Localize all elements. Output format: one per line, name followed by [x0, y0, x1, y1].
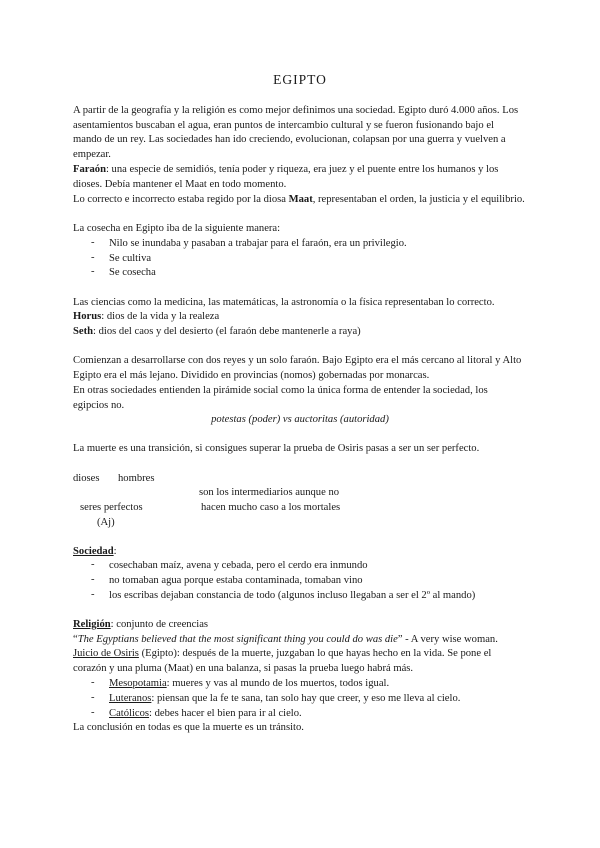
list-item: no tomaban agua porque estaba contaminada, tomaban vino	[109, 575, 363, 586]
quote-close: ” - A very wise woman.	[397, 634, 498, 645]
horus-text: : dios de la vida y la realeza	[101, 311, 220, 322]
cosecha-intro: La cosecha en Egipto iba de la siguiente manera:	[73, 223, 281, 234]
maat-paragraph	[73, 193, 525, 208]
bullet-dash: -	[91, 574, 95, 585]
maat-post: , representaban el orden, la justicia y el equilibrio.	[312, 194, 525, 205]
mesopotamia-text: : mueres y vas al mundo de los muertos, todos igual.	[166, 678, 390, 689]
diagram-aj: (Aj)	[97, 517, 115, 528]
farao-paragraph	[73, 163, 525, 192]
farao-text: : una especie de semidiós, tenía poder y riqueza, era juez y el puente entre los humanos y los dioses. Debía mantener el Maat en todo momento.	[73, 164, 499, 190]
diagram-hombres: hombres	[118, 473, 155, 484]
sociedad-colon: :	[113, 546, 117, 557]
list-item: Nilo se inundaba y pasaban a trabajar para el faraón, era un privilegio.	[109, 238, 407, 249]
juicio-label: Juicio de Osiris	[73, 648, 139, 659]
diagram-dioses: dioses	[73, 473, 100, 484]
religion-text: : conjunto de creencias	[110, 619, 209, 630]
luteranos-text: : piensan que la fe te sana, tan solo hay que creer, y eso me lleva al cielo.	[151, 693, 461, 704]
farao-label: Faraón	[73, 164, 106, 175]
muerte-line: La muerte es una transición, si consigues superar la prueba de Osiris pasas a ser un ser perfecto.	[73, 443, 480, 454]
diagram-seres: seres perfectos	[80, 502, 143, 513]
piramide-paragraph: En otras sociedades entienden la pirámide social como la única forma de entender la sociedad, los egipcios no.	[73, 385, 488, 411]
bullet-dash: -	[91, 252, 95, 263]
list-item	[109, 677, 389, 692]
reyes-paragraph: Comienzan a desarrollarse con dos reyes y un solo faraón. Bajo Egipto era el más cercano al litoral y Alto Egipto era el más lejano. Dividido en provincias (nomos) gobernadas por monarcas.	[73, 355, 522, 381]
bullet-dash: -	[91, 589, 95, 600]
list-item: Se cosecha	[109, 267, 156, 278]
seth-line	[73, 325, 525, 340]
luteranos-label: Luteranos	[109, 693, 152, 704]
horus-line	[73, 310, 525, 325]
catolicos-text: : debes hacer el bien para ir al cielo.	[149, 708, 302, 719]
religion-heading	[73, 618, 525, 633]
ciencias-line: Las ciencias como la medicina, las matemáticas, la astronomía o la física representaban lo correcto.	[73, 297, 495, 308]
conclusion-line: La conclusión en todas es que la muerte es un tránsito.	[73, 722, 304, 733]
diagram-intermediarios-2: hacen mucho caso a los mortales	[201, 502, 341, 513]
bullet-dash: -	[91, 559, 95, 570]
bullet-dash: -	[91, 266, 95, 277]
seth-label: Seth	[73, 326, 94, 337]
page-title: EGIPTO	[273, 72, 327, 87]
quote-text: The Egyptians believed that the most significant thing you could do was die	[77, 634, 398, 645]
bullet-dash: -	[91, 237, 95, 248]
maat-pre: Lo correcto e incorrecto estaba regido por la diosa	[73, 194, 289, 205]
religion-label: Religión	[73, 619, 111, 630]
list-item: los escribas dejaban constancia de todo (algunos incluso llegaban a ser el 2º al mando)	[109, 590, 476, 601]
bullet-dash: -	[91, 707, 95, 718]
potestas-line: potestas (poder) vs auctoritas (autoridad)	[211, 414, 389, 425]
juicio-text: (Egipto): después de la muerte, juzgaban lo que hayas hecho en la vida. Se pone el corazón y una pluma (Maat) en una balanza, si pasas la prueba luego habrá más.	[73, 648, 492, 674]
seth-text: : dios del caos y del desierto (el faraón debe mantenerle a raya)	[93, 326, 361, 337]
quote-open: “	[73, 634, 78, 645]
intro-paragraph: A partir de la geografía y la religión es como mejor definimos una sociedad. Egipto duró 4.000 años. Los asentamientos buscaban el agua, eran puntos de intercambio cultural y se fueron fusionando bajo el mando de un rey. Las sociedades han ido creciendo, evolucionan, colapsan por una guerra y vuelven a empezar.	[73, 105, 519, 161]
bullet-dash: -	[91, 677, 95, 688]
list-item	[109, 707, 302, 722]
sociedad-heading	[73, 545, 525, 560]
list-item	[109, 692, 460, 707]
catolicos-label: Católicos	[109, 708, 150, 719]
list-item: cosechaban maíz, avena y cebada, pero el cerdo era inmundo	[109, 560, 368, 571]
quote-line	[73, 633, 533, 648]
list-item: Se cultiva	[109, 253, 152, 264]
bullet-dash: -	[91, 692, 95, 703]
sociedad-label: Sociedad	[73, 546, 114, 557]
horus-label: Horus	[73, 311, 102, 322]
mesopotamia-label: Mesopotamia	[109, 678, 167, 689]
juicio-paragraph	[73, 647, 525, 676]
diagram-intermediarios-1: son los intermediarios aunque no	[199, 487, 340, 498]
maat-label: Maat	[288, 194, 313, 205]
